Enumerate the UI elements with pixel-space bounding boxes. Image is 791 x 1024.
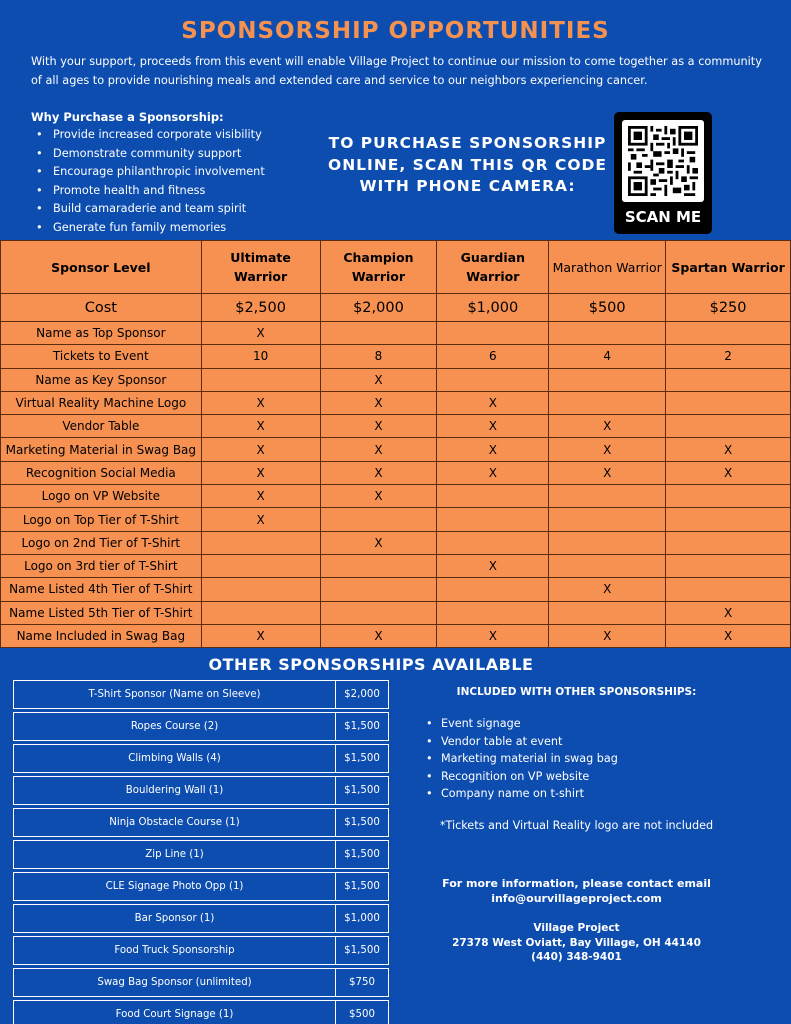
other-sponsorship-name: Ropes Course (2) [13,712,336,741]
table-cell: $2,000 [320,294,437,322]
table-cell [549,508,666,531]
other-sponsorship-price: $1,500 [336,744,389,773]
table-cell: X [549,578,666,601]
table-cell: X [320,485,437,508]
other-sponsorship-row [13,680,389,709]
header-champion-line1: Champion [343,250,414,265]
table-cell [666,391,791,414]
other-sponsorship-row [13,936,389,965]
other-sponsorship-name: Food Court Signage (1) [13,1000,336,1024]
table-cell [549,601,666,624]
other-sponsorship-name: Climbing Walls (4) [13,744,336,773]
row-label: Virtual Reality Machine Logo [1,391,202,414]
other-sponsorship-price: $1,000 [336,904,389,933]
contact-line: For more information, please contact email [442,877,711,890]
table-cell: X [666,438,791,461]
table-cell: X [320,438,437,461]
table-cell: 6 [437,345,549,368]
included-item: • Marketing material in swag bag [426,750,618,768]
table-row [1,578,791,601]
row-label: Name Included in Swag Bag [1,624,202,647]
table-row [1,345,791,368]
table-cell [666,578,791,601]
included-title: INCLUDED WITH OTHER SPONSORSHIPS: [456,686,697,698]
other-sponsorship-name: Zip Line (1) [13,840,336,869]
qr-code[interactable] [614,112,712,234]
table-cell: $2,500 [201,294,320,322]
included-item: • Recognition on VP website [426,768,618,786]
other-sponsorship-row [13,904,389,933]
table-cell [437,531,549,554]
qr-code-icon [628,126,698,196]
cta-line: WITH PHONE CAMERA: [359,177,576,195]
other-sponsorship-price: $1,500 [336,840,389,869]
table-cell [437,322,549,345]
other-sponsorship-price: $1,500 [336,776,389,805]
table-cell [549,368,666,391]
why-item: • Demonstrate community support [36,145,265,164]
row-label: Name Listed 4th Tier of T-Shirt [1,578,202,601]
why-list [36,126,265,238]
table-cell [201,531,320,554]
table-cell [666,485,791,508]
table-cell [437,578,549,601]
contact-email[interactable]: info@ourvillageproject.com [491,891,662,905]
row-label: Logo on 2nd Tier of T-Shirt [1,531,202,554]
other-sponsorship-name: Ninja Obstacle Course (1) [13,808,336,837]
table-cell [320,578,437,601]
why-item: • Promote health and fitness [36,182,265,201]
table-cell: $1,000 [437,294,549,322]
table-cell: 8 [320,345,437,368]
qr-code-image[interactable] [622,120,704,202]
row-label: Logo on Top Tier of T-Shirt [1,508,202,531]
table-cell: $250 [666,294,791,322]
other-sponsorship-name: Bar Sponsor (1) [13,904,336,933]
table-row [1,554,791,577]
table-cell [549,322,666,345]
table-cell: X [666,461,791,484]
row-label: Logo on VP Website [1,485,202,508]
table-cell [320,554,437,577]
table-cell: X [320,368,437,391]
contact-info [410,877,743,906]
phone-number[interactable]: (440) 348-9401 [531,951,622,963]
row-label: Recognition Social Media [1,461,202,484]
row-label: Name Listed 5th Tier of T-Shirt [1,601,202,624]
table-cell: X [201,415,320,438]
why-title: Why Purchase a Sponsorship: [31,110,224,124]
table-cell: X [437,624,549,647]
table-cell: X [549,624,666,647]
table-cell [201,601,320,624]
table-row [1,624,791,647]
why-item: • Provide increased corporate visibility [36,126,265,145]
row-label: Name as Top Sponsor [1,322,202,345]
table-cell [320,322,437,345]
other-sponsorship-price: $750 [336,968,389,997]
table-cell [666,368,791,391]
table-cell [201,554,320,577]
table-cell: X [437,438,549,461]
table-row [1,485,791,508]
included-item: • Company name on t-shirt [426,785,618,803]
table-cell [320,508,437,531]
table-row [1,391,791,414]
table-cell [549,391,666,414]
table-row [1,415,791,438]
table-header-row [1,241,791,294]
table-cell [320,601,437,624]
table-cell: 2 [666,345,791,368]
header-sponsor-level: Sponsor Level [1,241,202,294]
header-guardian-warrior: Guardian Warrior [437,241,549,294]
why-item: • Generate fun family memories [36,219,265,238]
other-sponsorship-row [13,840,389,869]
included-item: • Vendor table at event [426,733,618,751]
table-cell: X [666,624,791,647]
purchase-cta [325,133,610,198]
other-sponsorship-row [13,872,389,901]
table-cell [549,531,666,554]
table-cell: 4 [549,345,666,368]
table-cell [549,485,666,508]
header-champion-warrior [320,241,437,294]
street-address: 27378 West Oviatt, Bay Village, OH 44140 [452,936,701,949]
org-name: Village Project [533,922,620,934]
table-row [1,508,791,531]
other-sponsorship-name: CLE Signage Photo Opp (1) [13,872,336,901]
table-cell: X [320,531,437,554]
table-cell: X [201,391,320,414]
table-cell [437,485,549,508]
other-sponsorship-row [13,712,389,741]
header-ultimate-warrior: Ultimate Warrior [201,241,320,294]
table-cell: X [201,624,320,647]
other-sponsorship-name: Bouldering Wall (1) [13,776,336,805]
header-marathon-warrior: Marathon Warrior [549,241,666,294]
table-cell [666,322,791,345]
other-sponsorship-row [13,776,389,805]
included-list [426,715,618,803]
table-cell [666,415,791,438]
row-label: Tickets to Event [1,345,202,368]
other-sponsorship-row [13,968,389,997]
table-cell: X [549,415,666,438]
why-item: • Build camaraderie and team spirit [36,200,265,219]
table-cell: X [437,391,549,414]
other-sponsorship-price: $1,500 [336,712,389,741]
table-cell [201,368,320,391]
table-cell [437,601,549,624]
other-sponsorship-name: Food Truck Sponsorship [13,936,336,965]
table-cell: 10 [201,345,320,368]
other-sponsorship-row [13,1000,389,1024]
intro-paragraph: With your support, proceeds from this event will enable Village Project to continue our mission to come together as a community of all ages to provide nourishing meals and extended care and service to our neighbors experiencing cancer. [31,55,762,87]
page-title: SPONSORSHIP OPPORTUNITIES [181,18,610,44]
cost-row [1,294,791,322]
table-cell [437,508,549,531]
table-cell: X [201,508,320,531]
table-row [1,322,791,345]
table-cell [666,531,791,554]
table-cell: X [437,415,549,438]
other-sponsorship-price: $500 [336,1000,389,1024]
other-sponsorships-title: OTHER SPONSORSHIPS AVAILABLE [208,655,534,674]
table-cell: X [666,601,791,624]
table-cell [549,554,666,577]
table-row [1,438,791,461]
table-cell: X [201,485,320,508]
row-label: Logo on 3rd tier of T-Shirt [1,554,202,577]
other-sponsorship-row [13,744,389,773]
other-sponsorship-price: $1,500 [336,808,389,837]
row-label: Cost [1,294,202,322]
scan-me-label: SCAN ME [624,208,702,226]
table-row [1,601,791,624]
table-cell: X [549,461,666,484]
other-sponsorship-name: Swag Bag Sponsor (unlimited) [13,968,336,997]
address-block [410,921,743,965]
row-label: Name as Key Sponsor [1,368,202,391]
table-row [1,461,791,484]
table-cell [201,578,320,601]
other-sponsorship-price: $1,500 [336,872,389,901]
cta-line: ONLINE, SCAN THIS QR CODE [328,155,607,174]
table-cell: X [320,461,437,484]
included-note: *Tickets and Virtual Reality logo are not included [439,819,714,832]
table-cell: X [201,438,320,461]
table-cell: X [320,415,437,438]
why-item: • Encourage philanthropic involvement [36,163,265,182]
table-row [1,531,791,554]
table-cell: X [320,391,437,414]
table-cell: X [437,554,549,577]
sponsorship-table [0,240,791,648]
other-sponsorships-table [13,677,389,1024]
row-label: Vendor Table [1,415,202,438]
row-label: Marketing Material in Swag Bag [1,438,202,461]
other-sponsorship-price: $2,000 [336,680,389,709]
included-item: • Event signage [426,715,618,733]
table-cell: X [320,624,437,647]
cta-line: TO PURCHASE SPONSORSHIP [328,134,607,152]
table-cell: X [437,461,549,484]
table-row [1,368,791,391]
table-cell [437,368,549,391]
table-cell: $500 [549,294,666,322]
header-spartan-warrior: Spartan Warrior [666,241,791,294]
table-cell: X [201,461,320,484]
header-champion-line2: Warrior [351,269,406,284]
table-cell: X [549,438,666,461]
other-sponsorship-name: T-Shirt Sponsor (Name on Sleeve) [13,680,336,709]
other-sponsorship-row [13,808,389,837]
other-sponsorship-price: $1,500 [336,936,389,965]
table-cell: X [201,322,320,345]
table-cell [666,554,791,577]
table-cell [666,508,791,531]
